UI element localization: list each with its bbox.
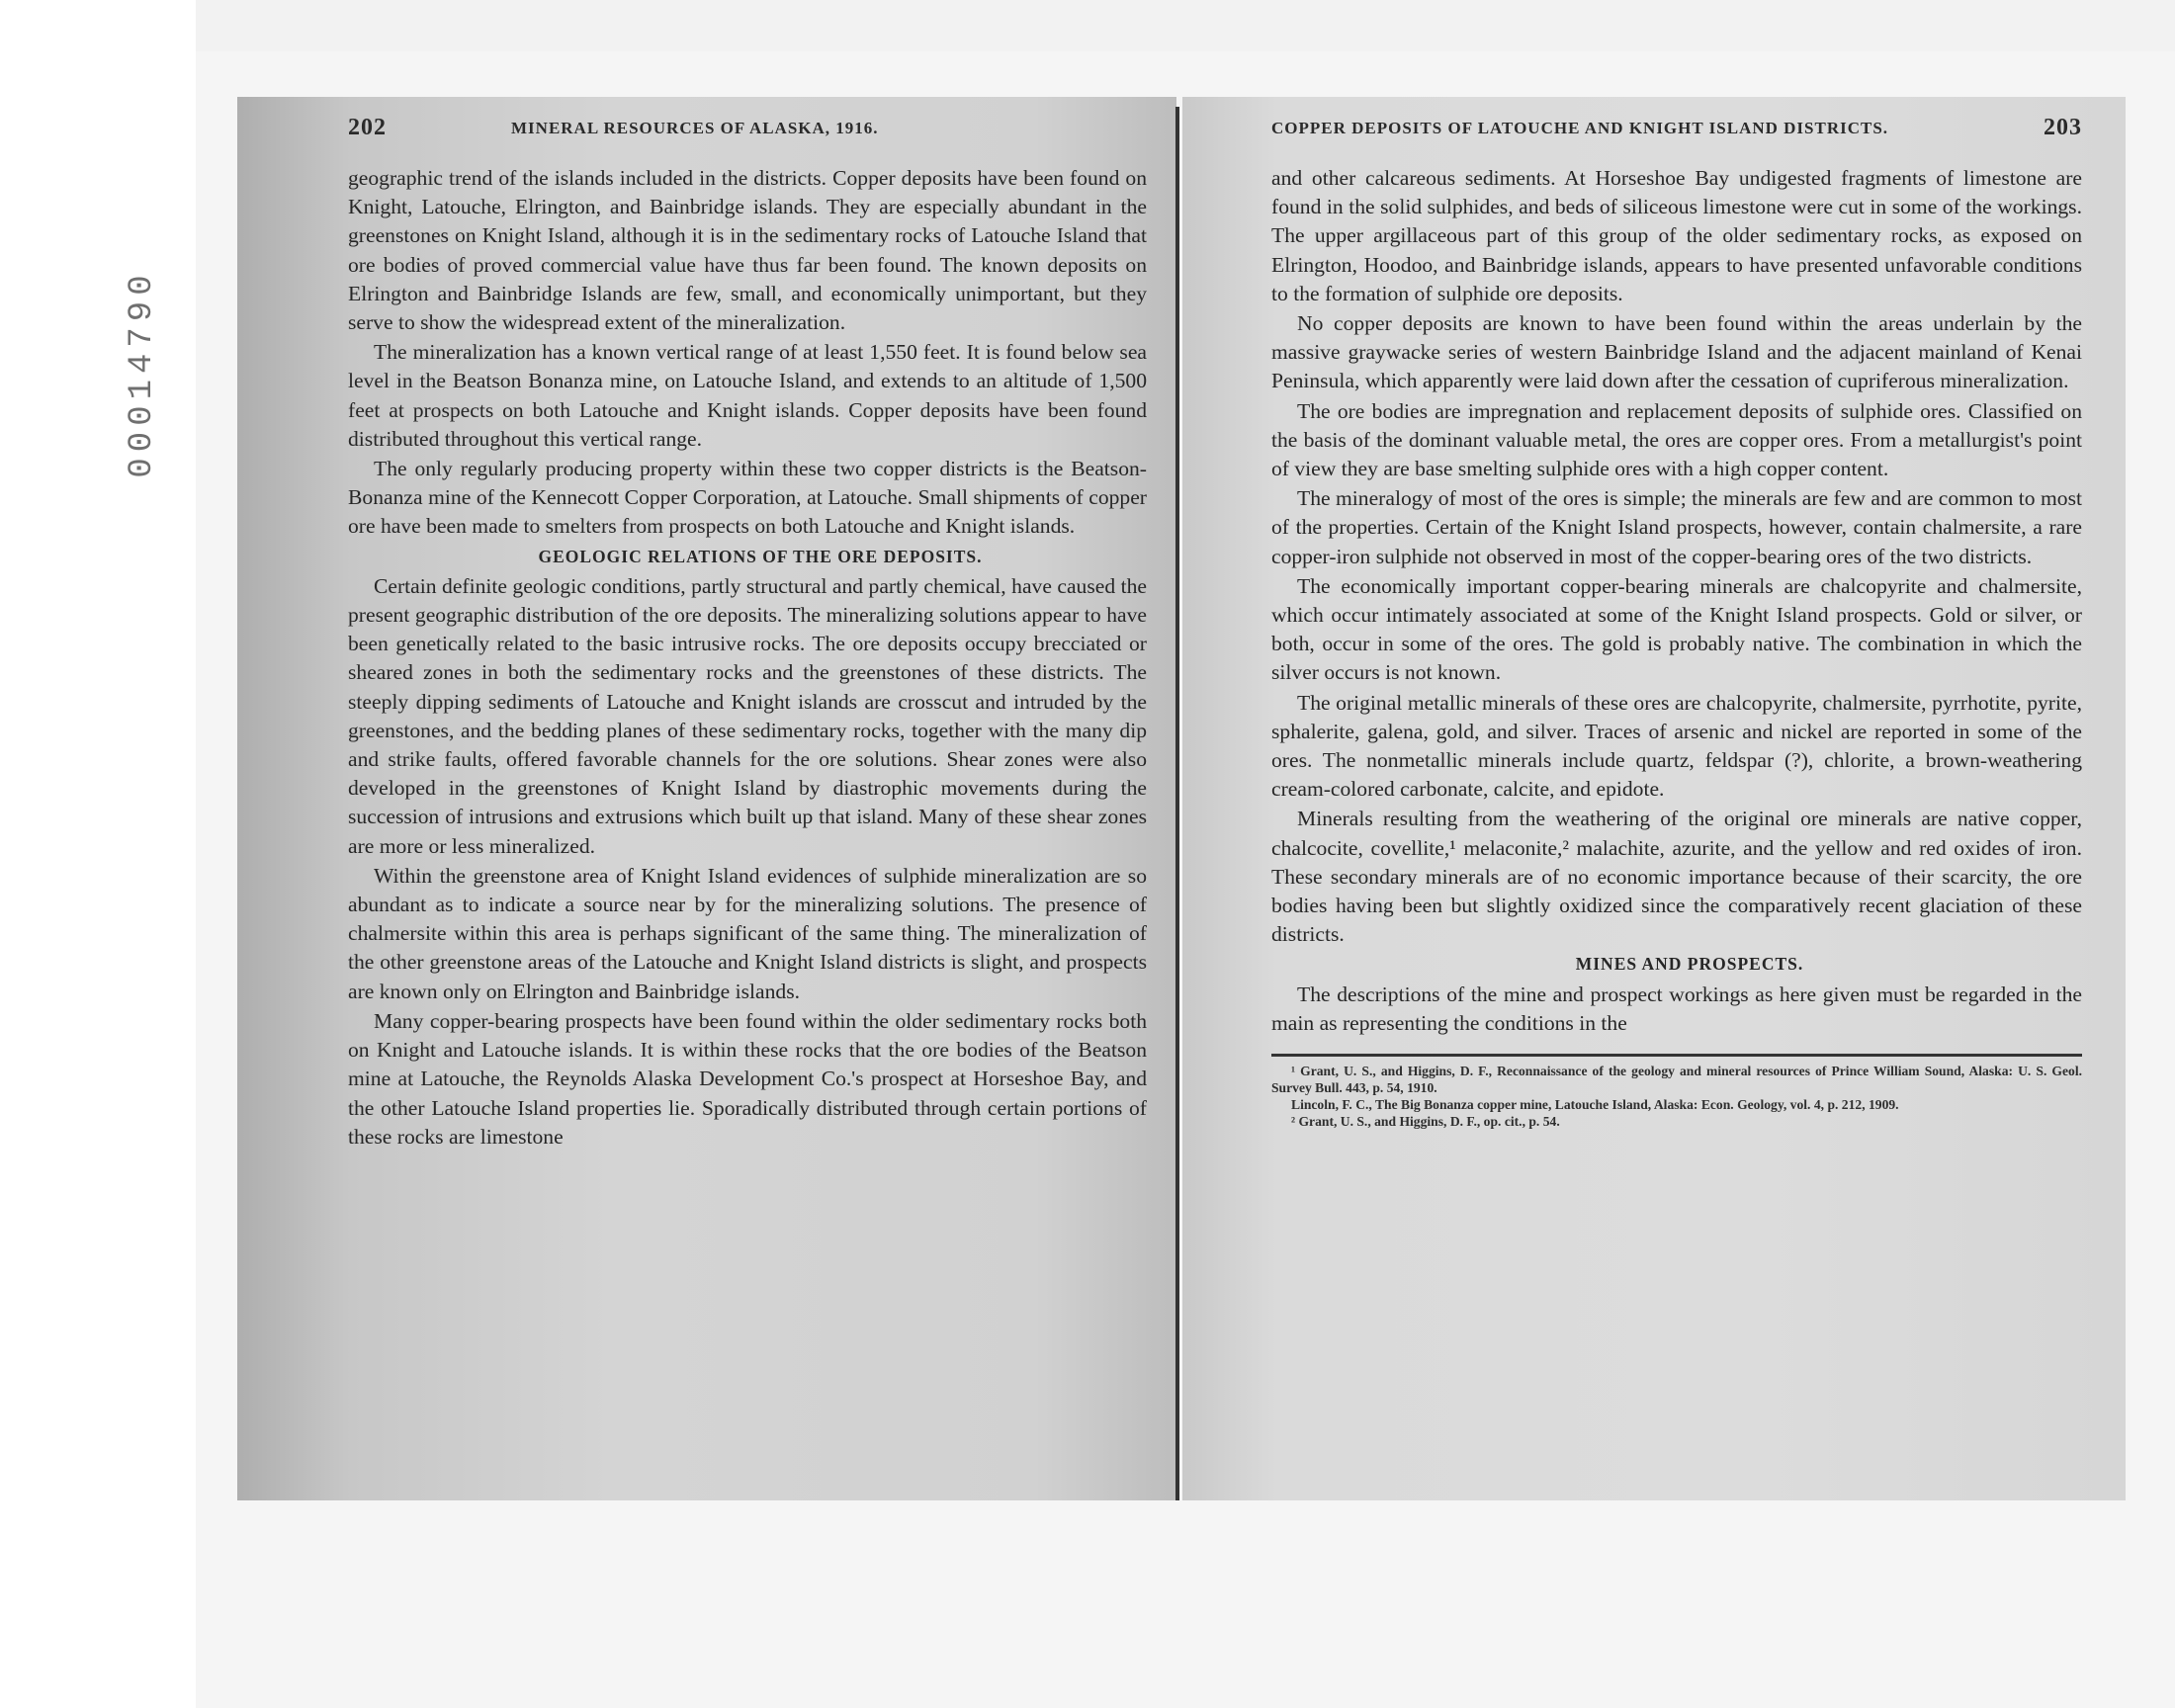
right-body-text bbox=[1271, 164, 2082, 1130]
left-paragraph: Many copper-bearing prospects have been found within the older sedimentary rocks both on Knight and Latouche islands. It is within these rocks that the ore bodies of the Beatson mine at Latouche, the Reynolds Alaska Development Co.'s prospect at Horseshoe Bay, and the other Latouche Island properties lie. Sporadically distributed through certain portions of these rocks are limestone bbox=[348, 1008, 1147, 1149]
scan-margin bbox=[0, 0, 196, 1708]
archive-stamp-graphic bbox=[124, 215, 318, 532]
section-heading-mines-prospects: MINES AND PROSPECTS. bbox=[1575, 954, 1804, 975]
left-running-head bbox=[348, 115, 1149, 148]
stamp-number: 00014790 bbox=[124, 269, 161, 478]
left-running-title: MINERAL RESOURCES OF ALASKA, 1916. bbox=[511, 119, 879, 137]
right-paragraph: The original metallic minerals of these ores are chalcopyrite, chalmersite, pyrrhotite, pyrite, sphalerite, galena, gold, and silver. Traces of arsenic and nickel are reported in some of the ores. The nonmetallic minerals include quartz, feldspar (?), chlorite, a brown-weathering cream-colored carbonate, calcite, and epidote. bbox=[1271, 690, 2082, 802]
right-paragraph: The descriptions of the mine and prospect workings as here given must be regarded in the main as representing the conditions in the bbox=[1271, 982, 2082, 1035]
left-body-text bbox=[348, 164, 1147, 1153]
archive-stamp bbox=[124, 215, 318, 532]
right-running-head bbox=[1271, 115, 2082, 148]
page-gutter bbox=[1175, 107, 1179, 1500]
right-page-number: 203 bbox=[2044, 115, 2082, 140]
right-paragraph: No copper deposits are known to have been found within the areas underlain by the massive graywacke series of western Bainbridge Island and the adjacent mainland of Kenai Peninsula, which apparently were laid down after the cessation of cupriferous mineralization. bbox=[1271, 311, 2082, 393]
right-paragraph: The economically important copper-bearing minerals are chalcopyrite and chalmersite, which occur intimately associated at some of the Knight Island prospects. Gold or silver, or both, occur in some of the ores. The gold is probably native. The combination in which the silver occurs is not known. bbox=[1271, 573, 2082, 685]
left-page-number: 202 bbox=[348, 115, 387, 140]
book-spread bbox=[124, 97, 2126, 1500]
left-paragraph: The mineralization has a known vertical range of at least 1,550 feet. It is found below sea level in the Beatson Bonanza mine, on Latouche Island, and extends to an altitude of 1,500 feet at prospects on both Latouche and Knight islands. Copper deposits have been found distributed throughout this vertical range. bbox=[348, 340, 1147, 451]
footnote: ¹ Grant, U. S., and Higgins, D. F., Reconnaissance of the geology and mineral resources of Prince William Sound, Alaska: U. S. Geol. Survey Bull. 443, p. 54, 1910. bbox=[1271, 1064, 2082, 1096]
right-paragraph: The mineralogy of most of the ores is simple; the minerals are few and are common to most of the properties. Certain of the Knight Island prospects, however, contain chalmersite, a rare copper-iron sulphide not observed in most of the copper-bearing ores of the two districts. bbox=[1271, 486, 2082, 568]
left-paragraph: Within the greenstone area of Knight Island evidences of sulphide mineralization are so abundant as to indicate a source near by for the mineralizing solutions. The presence of chalmersite within this area is perhaps significant of the same thing. The mineralization of the other greenstone areas of the Latouche and Knight Island districts is slight, and prospects are known only on Elrington and Bainbridge islands. bbox=[348, 863, 1147, 1003]
footnote: Lincoln, F. C., The Big Bonanza copper mine, Latouche Island, Alaska: Econ. Geology, vol. 4, p. 212, 1909. bbox=[1291, 1097, 1899, 1113]
right-page bbox=[1182, 97, 2126, 1500]
right-running-title: COPPER DEPOSITS OF LATOUCHE AND KNIGHT ISLAND DISTRICTS. bbox=[1271, 119, 1889, 137]
right-paragraph: Minerals resulting from the weathering of the original ore minerals are native copper, chalcocite, covellite,¹ melaconite,² malachite, azurite, and the yellow and red oxides of iron. These secondary minerals are of no economic importance because of their scarcity, the ore bodies having been but slightly oxidized since the comparatively recent glaciation of these districts. bbox=[1271, 807, 2082, 947]
left-paragraph: geographic trend of the islands included in the districts. Copper deposits have been found on Knight, Latouche, Elrington, and Bainbridge islands. They are especially abundant in the greenstones on Knight Island, although it is in the sedimentary rocks of Latouche Island that ore bodies of proved commercial value have thus far been found. The known deposits on Elrington and Bainbridge Islands are few, small, and economically unimportant, but they serve to show the widespread extent of the mineralization. bbox=[348, 166, 1147, 335]
left-paragraph: The only regularly producing property within these two copper districts is the Beatson-Bonanza mine of the Kennecott Copper Corporation, at Latouche. Small shipments of copper ore have been made to smelters from prospects on both Latouche and Knight islands. bbox=[348, 457, 1147, 539]
left-paragraph: Certain definite geologic conditions, partly structural and partly chemical, have caused the present geographic distribution of the ore deposits. The mineralizing solutions appear to have been genetically related to the basic intrusive rocks. The ore deposits occupy brecciated or sheared zones in both the sedimentary rocks and the greenstones of these districts. The steeply dipping sediments of Latouche and Knight islands are crosscut and intruded by the greenstones, and the bedding planes of these sedimentary rocks, together with the many dip and strike faults, offered favorable channels for the ore solutions. Shear zones were also developed in the greenstones of Knight Island by diastrophic movements during the succession of intrusions and extrusions which built up that island. Many of these shear zones are more or less mineralized. bbox=[348, 573, 1147, 858]
right-paragraph: The ore bodies are impregnation and replacement deposits of sulphide ores. Classified on the basis of the dominant valuable metal, the ores are copper ores. From a metallurgist's point of view they are base smelting sulphide ores with a high copper content. bbox=[1271, 398, 2082, 481]
footnote: ² Grant, U. S., and Higgins, D. F., op. cit., p. 54. bbox=[1291, 1114, 1560, 1130]
left-page bbox=[124, 97, 1176, 1500]
right-paragraph: and other calcareous sediments. At Horseshoe Bay undigested fragments of limestone are found in the solid sulphides, and beds of siliceous limestone were cut in some of the workings. The upper argillaceous part of this group of the older sedimentary rocks, as exposed on Elrington, Hoodoo, and Bainbridge islands, appears to have presented unfavorable conditions to the formation of sulphide ore deposits. bbox=[1271, 166, 2082, 305]
footnotes bbox=[1271, 1054, 2082, 1130]
section-heading-geologic-relations: GEOLOGIC RELATIONS OF THE ORE DEPOSITS. bbox=[538, 546, 983, 566]
